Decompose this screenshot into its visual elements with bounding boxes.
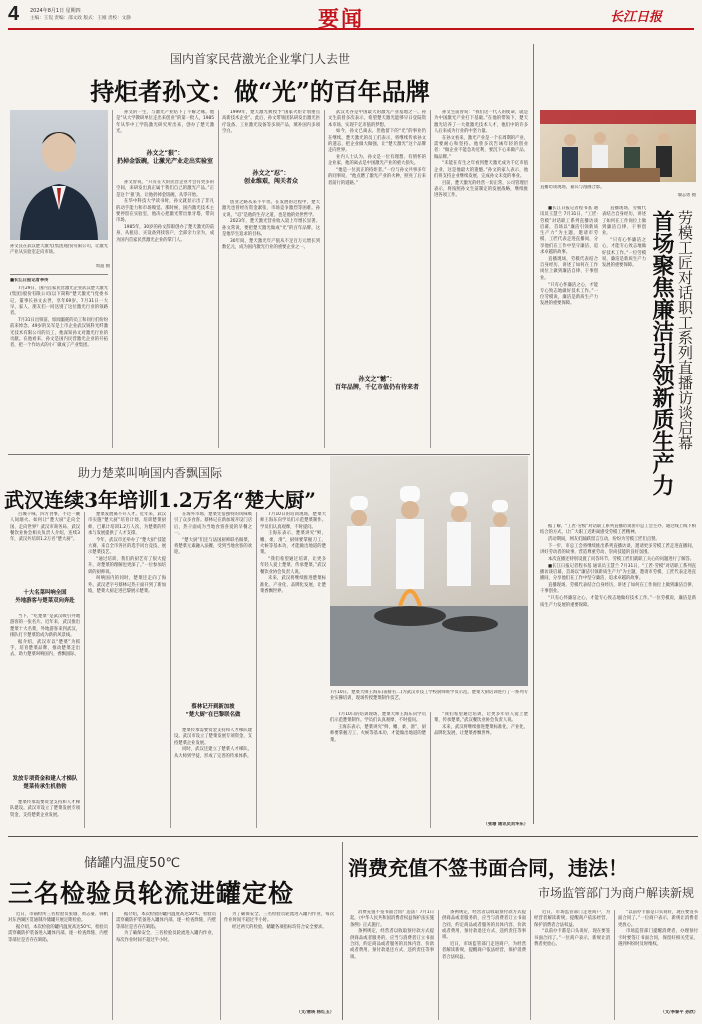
chefs-cooking-icon	[330, 456, 528, 686]
article1-kicker: 国内首家民营激光企业掌门人去世	[169, 52, 350, 66]
article1-headline: 持炬者孙文：做“光”的百年品牌	[90, 77, 430, 106]
article4-headline: 三名检验员轮流进罐定检	[8, 879, 295, 908]
article5-col3: 近日，市场监管部门走进商户，为经营者解读新规，提醒商户依法经营，保护消费者合法权益。 “以前办卡都是口头说好，现在要签书面合同了。”一位商户表示，新规让消费者更放心。	[534, 910, 610, 947]
article3-credit: （张珊 通讯员刘华东）	[483, 822, 528, 827]
article3-headline: 武汉连续3年培训1.2万名“楚大厨”	[4, 488, 316, 512]
article5-headline: 消费充值不签书面合同，违法！	[348, 856, 628, 880]
subhead-han: 孙文之“憾”： 百年品牌，千亿市值仍有待来者	[334, 376, 419, 391]
subhead-hen: 孙文之“狠”： 扔掉金饭碗，让激光产业走出实验室	[116, 150, 213, 165]
date-line: 2024年8月1日 星期四	[30, 8, 81, 14]
article-sun-wen	[0, 38, 530, 454]
article3-col1b: 当下，“吃楚菜”是武汉吸引外地游客的一张名片。近年来，武汉推出楚菜十大名菜，外地游客来到武汉，排队打卡楚菜馆成为新的风景线。 据介绍，武汉市以“楚菜”为抓手，培育楚菜品牌，推动楚菜走出去，助力楚菜叫响国内、香飘国际。	[10, 614, 80, 658]
chef-training-photo	[330, 456, 528, 686]
article3-col5: 7月10日的培训现场，楚菜大师王海东向学员们示范楚菜制作。学员们认真观摩，不时提问。 王海东表示，楚菜讲究“鲜、嫩、柔、滑”，厨师要掌握刀工、火候等基本功，才能做出地道的楚菜。	[330, 712, 426, 743]
article3-col3b: 楚菜传承需要资金支持和人才梯队建设。武汉市设立了楚菜发展专项资金，支持楚菜企业发展。 同时，武汉还建立了楚菜人才梯队，从大师到学徒，形成了完善的传承体系。	[174, 728, 252, 759]
chef-photo-caption: 7月10日，楚菜大师王海东(前排右二)为武汉市技工学校厨师班学员示范。楚菜大厨培训进行了一系列专业实操培训，现场传授楚菜制作技艺。	[330, 690, 528, 702]
article5-credit: （文/李黎平 孙欣）	[660, 1010, 698, 1015]
article1-byline: ■长江日报记者李传	[10, 278, 49, 283]
newspaper-logo: 长江日报	[610, 10, 663, 25]
article2-col-a2: 直播现场，劳模代表结合自身经历，讲述了如何在工作岗位上做到廉洁自律、干事创业。 “只有心怀廉洁之心，才能专心致志地做好技术工作。”一位劳模说，廉洁是新质生产力发展的重要保障。	[602, 206, 646, 269]
article5-col1: 消费充值不签书面合同？违法！7月1日起，《中华人民共和国消费者权益保护法实施条例》正式施行。 条例规定，经营者以收取预付款方式提供商品或者服务的，应当与消费者订立书面合同，约定商品或者服务的具体内容、价款或者费用、预付款退还方式、违约责任等事项。	[350, 910, 434, 960]
article-tank-inspection	[0, 838, 340, 1024]
article2-col-a: ■长江日报记者程书基 通讯员王慧兰 7月31日，“工匠·劳模”对话职工系列直播访谈启幕，首场以“廉洁引领新质生产力”为主题，邀请市劳模、工匠代表走进直播间，分享他们在工作中坚守廉洁、追求卓越的故事。 直播现场，劳模代表结合自身经历，讲述了如何在工作岗位上做到廉洁自律、干事创业。 “只有心怀廉洁之心，才能专心致志地做好技术工作。”一位劳模说，廉洁是新质生产力发展的重要保障。	[540, 206, 598, 307]
article5-col4: “以前办卡都是口头说好，现在要签书面合同了。”一位商户表示，新规让消费者更放心。 市场监管部门提醒消费者，办理预付卡时要签订书面合同，保留好相关凭证，遇到纠纷时及时维权。	[618, 910, 698, 947]
article5-col2: 条例规定，经营者以收取预付款方式提供商品或者服务的，应当与消费者订立书面合同，约定商品或者服务的具体内容、价款或者费用、预付款退还方式、违约责任等事项。 近日，市场监管部门走进商户，为经营者解读新规，提醒商户依法经营，保护消费者合法权益。	[442, 910, 526, 960]
subhead-dishes: 十大名菜叫响全国 外地游客与楚菜双向奔赴	[15, 590, 75, 604]
editors-line: 主编：王侃 责编：邵文政 版式：王刚 责校：文静	[30, 16, 131, 21]
article1-col5: 孙文生前曾说：“我们这一代人的使命，就是为中国激光产业打下基础。”在他的带领下，楚天激光培养了一大批激光技术人才，他们中的许多人后来成为行业的中坚力量。 在孙文看来，激光产业是一个长周期的产业，需要耐心和坚持。他曾多次告诫年轻的创业者：“做企业不能急功近利，要沉下心来做产品、做品牌。” “未能在有生之年看到楚天激光成为千亿市值企业，这是他最大的遗憾。”孙文的家人表示，他们将支持企业继续发展，完成孙文未竟的事业。 目前，楚天激光的经营一切正常，公司管理层表示，将按照孙文生前制定的发展战略，继续推进各项工作。	[434, 110, 528, 199]
article2-col-b: 据了解，“工匠·劳模”对话职工系列直播访谈由市总工会主办，通过线上线下相结合的方式，让广大职工近距离感受劳模工匠精神。 活动期间，网友们踊跃留言互动，纷纷为劳模工匠们点赞。 下一步，市总工会将继续推出系列直播访谈，邀请更多劳模工匠走进直播间，讲好劳动者的故事，营造尊重劳动、崇尚技能的良好氛围。 本次直播还特别设置了问答环节，劳模工匠们就职工关心的问题进行了解答。 ■长江日报记者程书基 通讯员王慧兰 7月31日，“工匠·劳模”对话职工系列直播访谈启幕，首场以“廉洁引领新质生产力”为主题，邀请市劳模、工匠代表走进直播间，分享他们在工作中坚守廉洁、追求卓越的故事。 直播现场，劳模代表结合自身经历，讲述了如何在工作岗位上做到廉洁自律、干事创业。 “只有心怀廉洁之心，才能专心致志地做好技术工作。”一位劳模说，廉洁是新质生产力发展的重要保障。	[540, 524, 696, 608]
article-prepaid-contracts	[344, 838, 702, 1024]
portrait-figure-icon	[10, 110, 108, 240]
portrait-credit: 周超 摄	[95, 264, 110, 269]
subhead-singapore: 蔡林记开到新加坡 “楚大厨”在巴黎联名做	[185, 704, 241, 718]
article5-subtitle: 市场监管部门为商户解读新规	[537, 886, 694, 900]
page-header	[0, 0, 702, 38]
portrait-caption: 孙文良在武汉楚天激光(集团)股份有限公司，让激光产业从实验室走向市场。	[10, 244, 108, 256]
portrait-photo	[10, 110, 108, 240]
subhead-funds: 发放专项资金和建人才梯队 楚菜传承生机勃勃	[12, 776, 78, 790]
article1-col1: 7月29日，国内首家民营激光企业武汉楚天激光(集团)股份有限公司(以下简称“楚天激光”)党委书记、董事长孙文去世，享年69岁。7月31日一大早，家人、朋友们一同送别了这位激光行业的领路者。 7月31日出殡前，惊闻噩耗的员工和同行们纷纷前来悼念。49岁的吴军是上市企业武汉锐科光纤激光技术有限公司的员工，他深知孙文对激光行业的贡献。在他看来，孙文是国内民营激光企业的开拓者，把一个作坊式的小厂做成了产业集团。	[10, 286, 108, 349]
article1-col3-top: 1999年，楚天激光被授予“国家火炬计划重点高新技术企业”。此后，孙文带领团队研发出激光医疗设备、工业激光设备等多项产品，填补国内多项空白。	[222, 110, 320, 134]
article3-kicker: 助力楚菜叫响国内香飘国际	[77, 466, 222, 480]
article4-col3: 为了确保安全，三名检验员轮流进入罐内作业，每次作业时间不超过半小时。 经过两天的检验，储罐各项指标均符合安全要求。	[224, 912, 334, 931]
subhead-ren: 孙文之“忍”： 创业维艰，闯关者众	[243, 170, 298, 185]
article1-col3: 创业之路从来不平坦。在发展的过程中，楚天激光也曾经历资金紧张、市场竞争激烈等困难。孙文说，“忍”是他的生存之道，也是他的处世哲学。 2023年，楚天激光营业收入较上年增长显著。孙文常说，要把楚天激光做成“光”的百年品牌，这是他毕生追求的目标。 30年间，楚天激光年产值从不足百万元增长到数亿元，成为国内激光行业的重要企业之一。	[222, 200, 320, 251]
article3-col3: 在海外市场，楚菜凭借独特的风味吸引了众多食客。蔡林记在新加坡开设门店后，热干面成为当地食客喜爱的早餐之一。 “楚大厨”们还与法国厨师联名做菜，将楚菜元素融入法餐，受到当地食客的欢迎。	[174, 512, 252, 556]
article1-col4: 武汉光谷是中国最大的激光产业基地之一。孙文生前曾多次表示，希望楚天激光能够早日登陆资本市场，实现千亿市值的梦想。 如今，孙文已离去，但他留下的“光”的事业仍在继续。楚天激光的员工们表示，将继续传承孙文的遗志，把企业做大做强，让“楚天激光”这个品牌走向世界。 业内人士认为，孙文是一位有理想、有情怀的企业家，他的离去是中国激光产业的重大损失。 “他是一位真正的持炬者。”一位与孙文共事多年的同事说，“他点燃了激光产业的火种，照亮了后来者前行的道路。”	[328, 110, 426, 186]
livestream-caption: 直播访谈现场，嘉宾与漫画合影。	[540, 185, 605, 190]
article-craftsman-livestream	[536, 38, 702, 828]
article3-col4: 7月10日的培训现场，楚菜大师王海东向学员们示范楚菜制作。学员们认真观摩，不时提问。 王海东表示，楚菜讲究“鲜、嫩、柔、滑”，厨师要掌握刀工、火候等基本功，才能做出地道的楚菜。 “我们希望通过培训，让更多年轻人爱上楚菜、传承楚菜。”武汉餐饮业协会负责人说。 未来，武汉将继续推进楚菜标准化、产业化、品牌化发展，让楚菜香飘世界。	[260, 512, 326, 595]
vertical-title-big: 首场聚焦廉洁引领新质生产力	[649, 210, 675, 496]
page-number: 4	[8, 3, 20, 25]
article4-kicker: 储罐内温度50℃	[84, 856, 181, 871]
article4-credit: （文/唐瑛 杨红玉）	[296, 1010, 334, 1015]
article3-col1c: 楚菜传承需要资金支持和人才梯队建设。武汉市设立了楚菜发展专项资金，支持楚菜企业发展。	[10, 800, 80, 818]
section-title: 要闻	[318, 6, 364, 31]
livestream-people-icon	[540, 110, 696, 182]
article4-col2: 据介绍，本次检验的罐内温度高达50℃，检验员需穿戴防护装备进入罐体内部，逐一检查焊缝、内壁等部位是否存在缺陷。 为了确保安全，三名检验员轮流进入罐内作业，每次作业时间不超过半小时。	[116, 912, 216, 943]
article1-col2-top: 孙文的一生，与激光产业结下了不解之缘。他是“从大学教研单位走出来创业”的第一批人，1985年从华中工学院激光研究所出来，创办了楚天激光。	[116, 110, 214, 134]
livestream-photo	[540, 110, 696, 182]
article3-col6: “我们希望通过培训，让更多年轻人爱上楚菜、传承楚菜。”武汉餐饮业协会负责人说。 未来，武汉将继续推进楚菜标准化、产业化、品牌化发展，让楚菜香飘世界。	[434, 712, 528, 737]
article4-col1: 近日，市锅检所三名检验员张瑜、黄志豪、韩帆对东西湖区贯通制冷储罐开展定期检验。 据介绍，本次检验的罐内温度高达50℃，检验员需穿戴防护装备进入罐体内部，逐一检查焊缝、内壁等部位是否存在缺陷。	[8, 912, 108, 943]
vertical-title-small: 劳模工匠对话职工系列直播访谈启幕	[676, 210, 694, 450]
article3-col2: 楚菜发展离不开人才。近年来，武汉市实施“楚大厨”培育计划，培训楚菜厨师，已累计培训1.2万人次，为楚菜的传承与发展提供了人才支撑。 今年，武汉市还举办了“楚大厨”技能大赛，来自全市各区的选手同台竞技，展示楚菜技艺。 “通过培训，我们的厨艺有了很大提升，对楚菜的理解也更深了。”一位参加培训的厨师说。 叫响国内的同时，楚菜还走向了海外。武汉老字号蔡林记热干面开到了新加坡，楚菜大厨走进巴黎展示楚菜。	[88, 512, 166, 595]
article3-col1: 百城千味，四方食事，不过一碗人间烟火。如何让“楚大厨”走向全国、走向世界？武汉市商务局、武汉餐饮业协会相关负责人介绍，连续3年，武汉共培训1.2万名“楚大厨”。	[10, 512, 80, 543]
article1-col2: 孙文曾说，“只有在大的民营企业才会有更多的空间，来研发出真正属于我们自己的激光产品。”正是这个‘狠’劲，让他扔掉金饭碗，从零开始。 在华中科技大学读书时，孙文就显示出了非凡的动手能力和市场嗅觉。那时候，国内激光技术主要停留在实验室，他决心把激光带出象牙塔，带向市场。 1985年，30岁的孙文辞职创办了楚天激光的前身，从租房、买设备到找客户，全部亲力亲为，成为国内首家民营激光企业的掌门人。	[116, 180, 214, 243]
livestream-credit: 瑜志勇 摄	[677, 193, 696, 198]
article-chu-chefs	[0, 454, 532, 834]
